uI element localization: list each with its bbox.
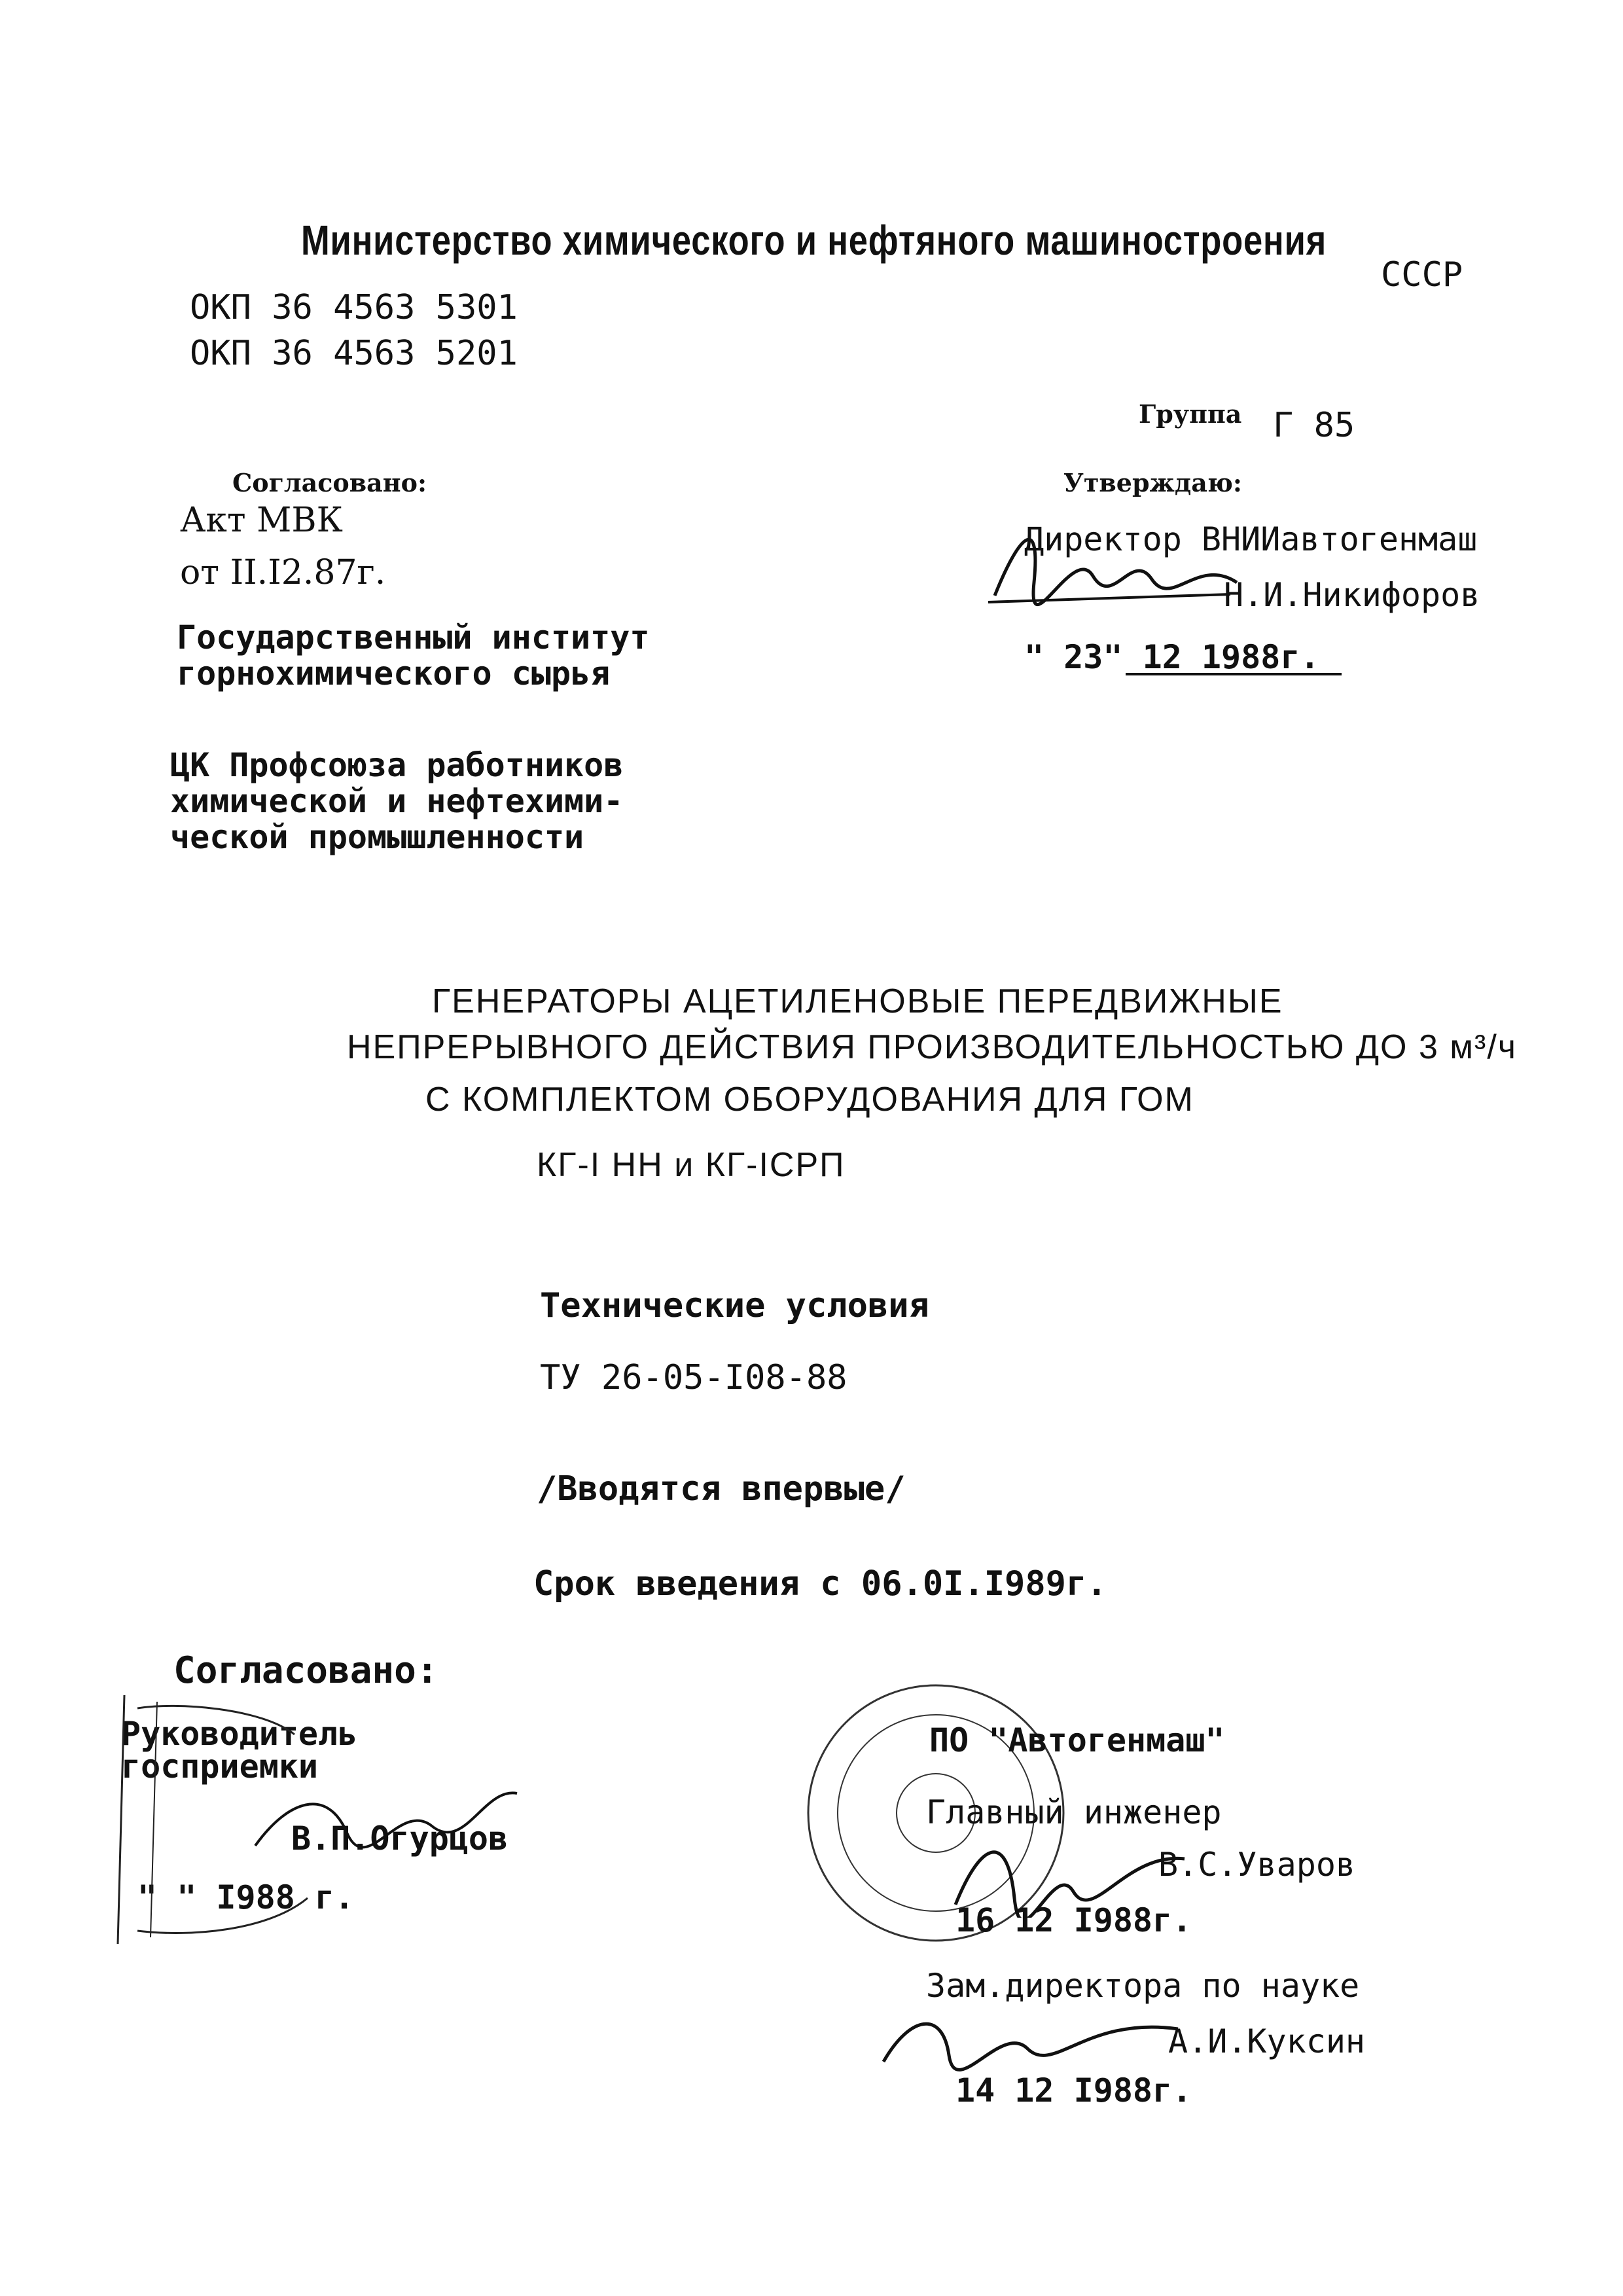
spec-code: ТУ 26-05-I08-88 bbox=[540, 1358, 847, 1397]
spec-title: Технические условия bbox=[540, 1286, 929, 1325]
group-label: Группа bbox=[1139, 399, 1242, 429]
act-date: от II.I2.87г. bbox=[180, 553, 386, 592]
chief-signature bbox=[942, 1826, 1191, 1918]
director-signature bbox=[982, 504, 1243, 615]
institute-line-2: горнохимического сырья bbox=[177, 655, 611, 692]
first-time-note: /Вводятся впервые/ bbox=[537, 1469, 906, 1509]
act-label: Акт МВК bbox=[180, 501, 343, 540]
supervisor-date: " " I988 г. bbox=[137, 1878, 355, 1916]
chief-title: Главный инженер bbox=[926, 1793, 1222, 1831]
title-line-3: С КОМПЛЕКТОМ ОБОРУДОВАНИЯ ДЛЯ ГОМ bbox=[425, 1081, 1194, 1119]
chief-date: 16 12 I988г. bbox=[955, 1901, 1192, 1939]
ministry-header: Министерство химического и нефтяного машиностроения bbox=[301, 217, 1327, 264]
effective-date: Срок введения с 06.0I.I989г. bbox=[533, 1564, 1107, 1604]
supervisor-line-2: госприемки bbox=[121, 1748, 319, 1785]
supervisor-name: В.П.Огурцов bbox=[291, 1820, 508, 1857]
chief-name: В.С.Уваров bbox=[1158, 1846, 1356, 1884]
approve-date: " 23" 12 1988г. bbox=[1024, 638, 1320, 676]
supervisor-line-1: Руководитель bbox=[121, 1715, 358, 1753]
title-line-1: ГЕНЕРАТОРЫ АЦЕТИЛЕНОВЫЕ ПЕРЕДВИЖНЫЕ bbox=[432, 982, 1283, 1020]
models: КГ-I НН и КГ-IСРП bbox=[537, 1146, 846, 1184]
deputy-date: 14 12 I988г. bbox=[955, 2072, 1192, 2109]
group-value: Г 85 bbox=[1273, 406, 1355, 445]
supervisor-signature bbox=[249, 1774, 524, 1859]
director-name: Н.И.Никифоров bbox=[1224, 576, 1480, 614]
okp-code-1: ОКП 36 4563 5301 bbox=[190, 288, 518, 327]
org-label: ПО "Автогенмаш" bbox=[929, 1721, 1225, 1759]
union-line-1: ЦК Профсоюза работников bbox=[170, 746, 624, 784]
okp-code-2: ОКП 36 4563 5201 bbox=[190, 334, 518, 373]
union-line-2: химической и нефтехими- bbox=[170, 782, 624, 820]
deputy-name: А.И.Куксин bbox=[1168, 2022, 1366, 2060]
date-underlines-approve bbox=[1126, 671, 1348, 677]
union-line-3: ческой промышленности bbox=[170, 818, 584, 856]
director-title: Директор ВНИИавтогенмаш bbox=[1024, 520, 1478, 558]
deputy-title: Зам.директора по науке bbox=[926, 1967, 1360, 2005]
agreed-bottom-title: Согласовано: bbox=[173, 1649, 438, 1692]
institute-line-1: Государственный институт bbox=[177, 619, 650, 656]
title-line-2: НЕПРЕРЫВНОГО ДЕЙСТВИЯ ПРОИЗВОДИТЕЛЬНОСТЬЮ ДО 3 м³/ч bbox=[347, 1028, 1517, 1066]
deputy-signature bbox=[870, 2003, 1185, 2075]
agreed-top-title: Согласовано: bbox=[232, 468, 427, 497]
approve-title: Утверждаю: bbox=[1063, 468, 1242, 497]
country-label: СССР bbox=[1381, 255, 1463, 295]
